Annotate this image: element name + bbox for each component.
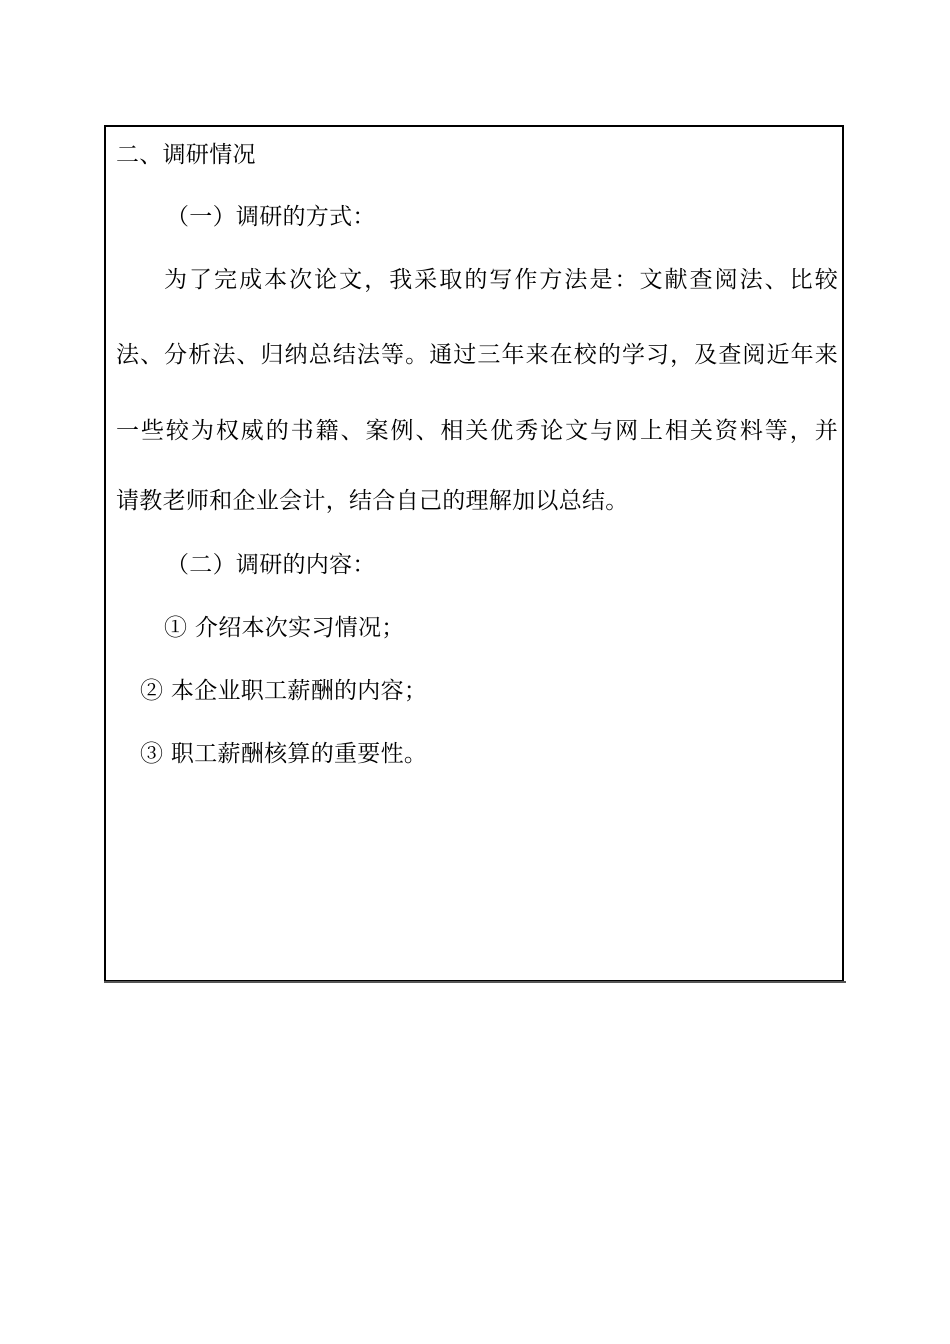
content-heading: （二）调研的内容：	[166, 552, 376, 578]
frame-bottom-rule	[104, 981, 846, 983]
method-heading: （一）调研的方式：	[166, 204, 376, 230]
method-paragraph-line-3: 一些较为权威的书籍、案例、相关优秀论文与网上相关资料等，并	[116, 418, 838, 444]
method-paragraph-line-4: 请教老师和企业会计，结合自己的理解加以总结。	[116, 488, 629, 514]
survey-section-box	[104, 125, 844, 982]
content-list-item: ① 介绍本次实习情况；	[164, 615, 405, 641]
method-paragraph-line-1: 为了完成本次论文，我采取的写作方法是：文献查阅法、比较	[164, 267, 838, 293]
section-heading: 二、调研情况	[116, 142, 256, 168]
content-list-item: ③ 职工薪酬核算的重要性。	[140, 741, 428, 767]
content-list-item: ② 本企业职工薪酬的内容；	[140, 678, 428, 704]
method-paragraph-line-2: 法、分析法、归纳总结法等。通过三年来在校的学习，及查阅近年来	[116, 342, 838, 368]
